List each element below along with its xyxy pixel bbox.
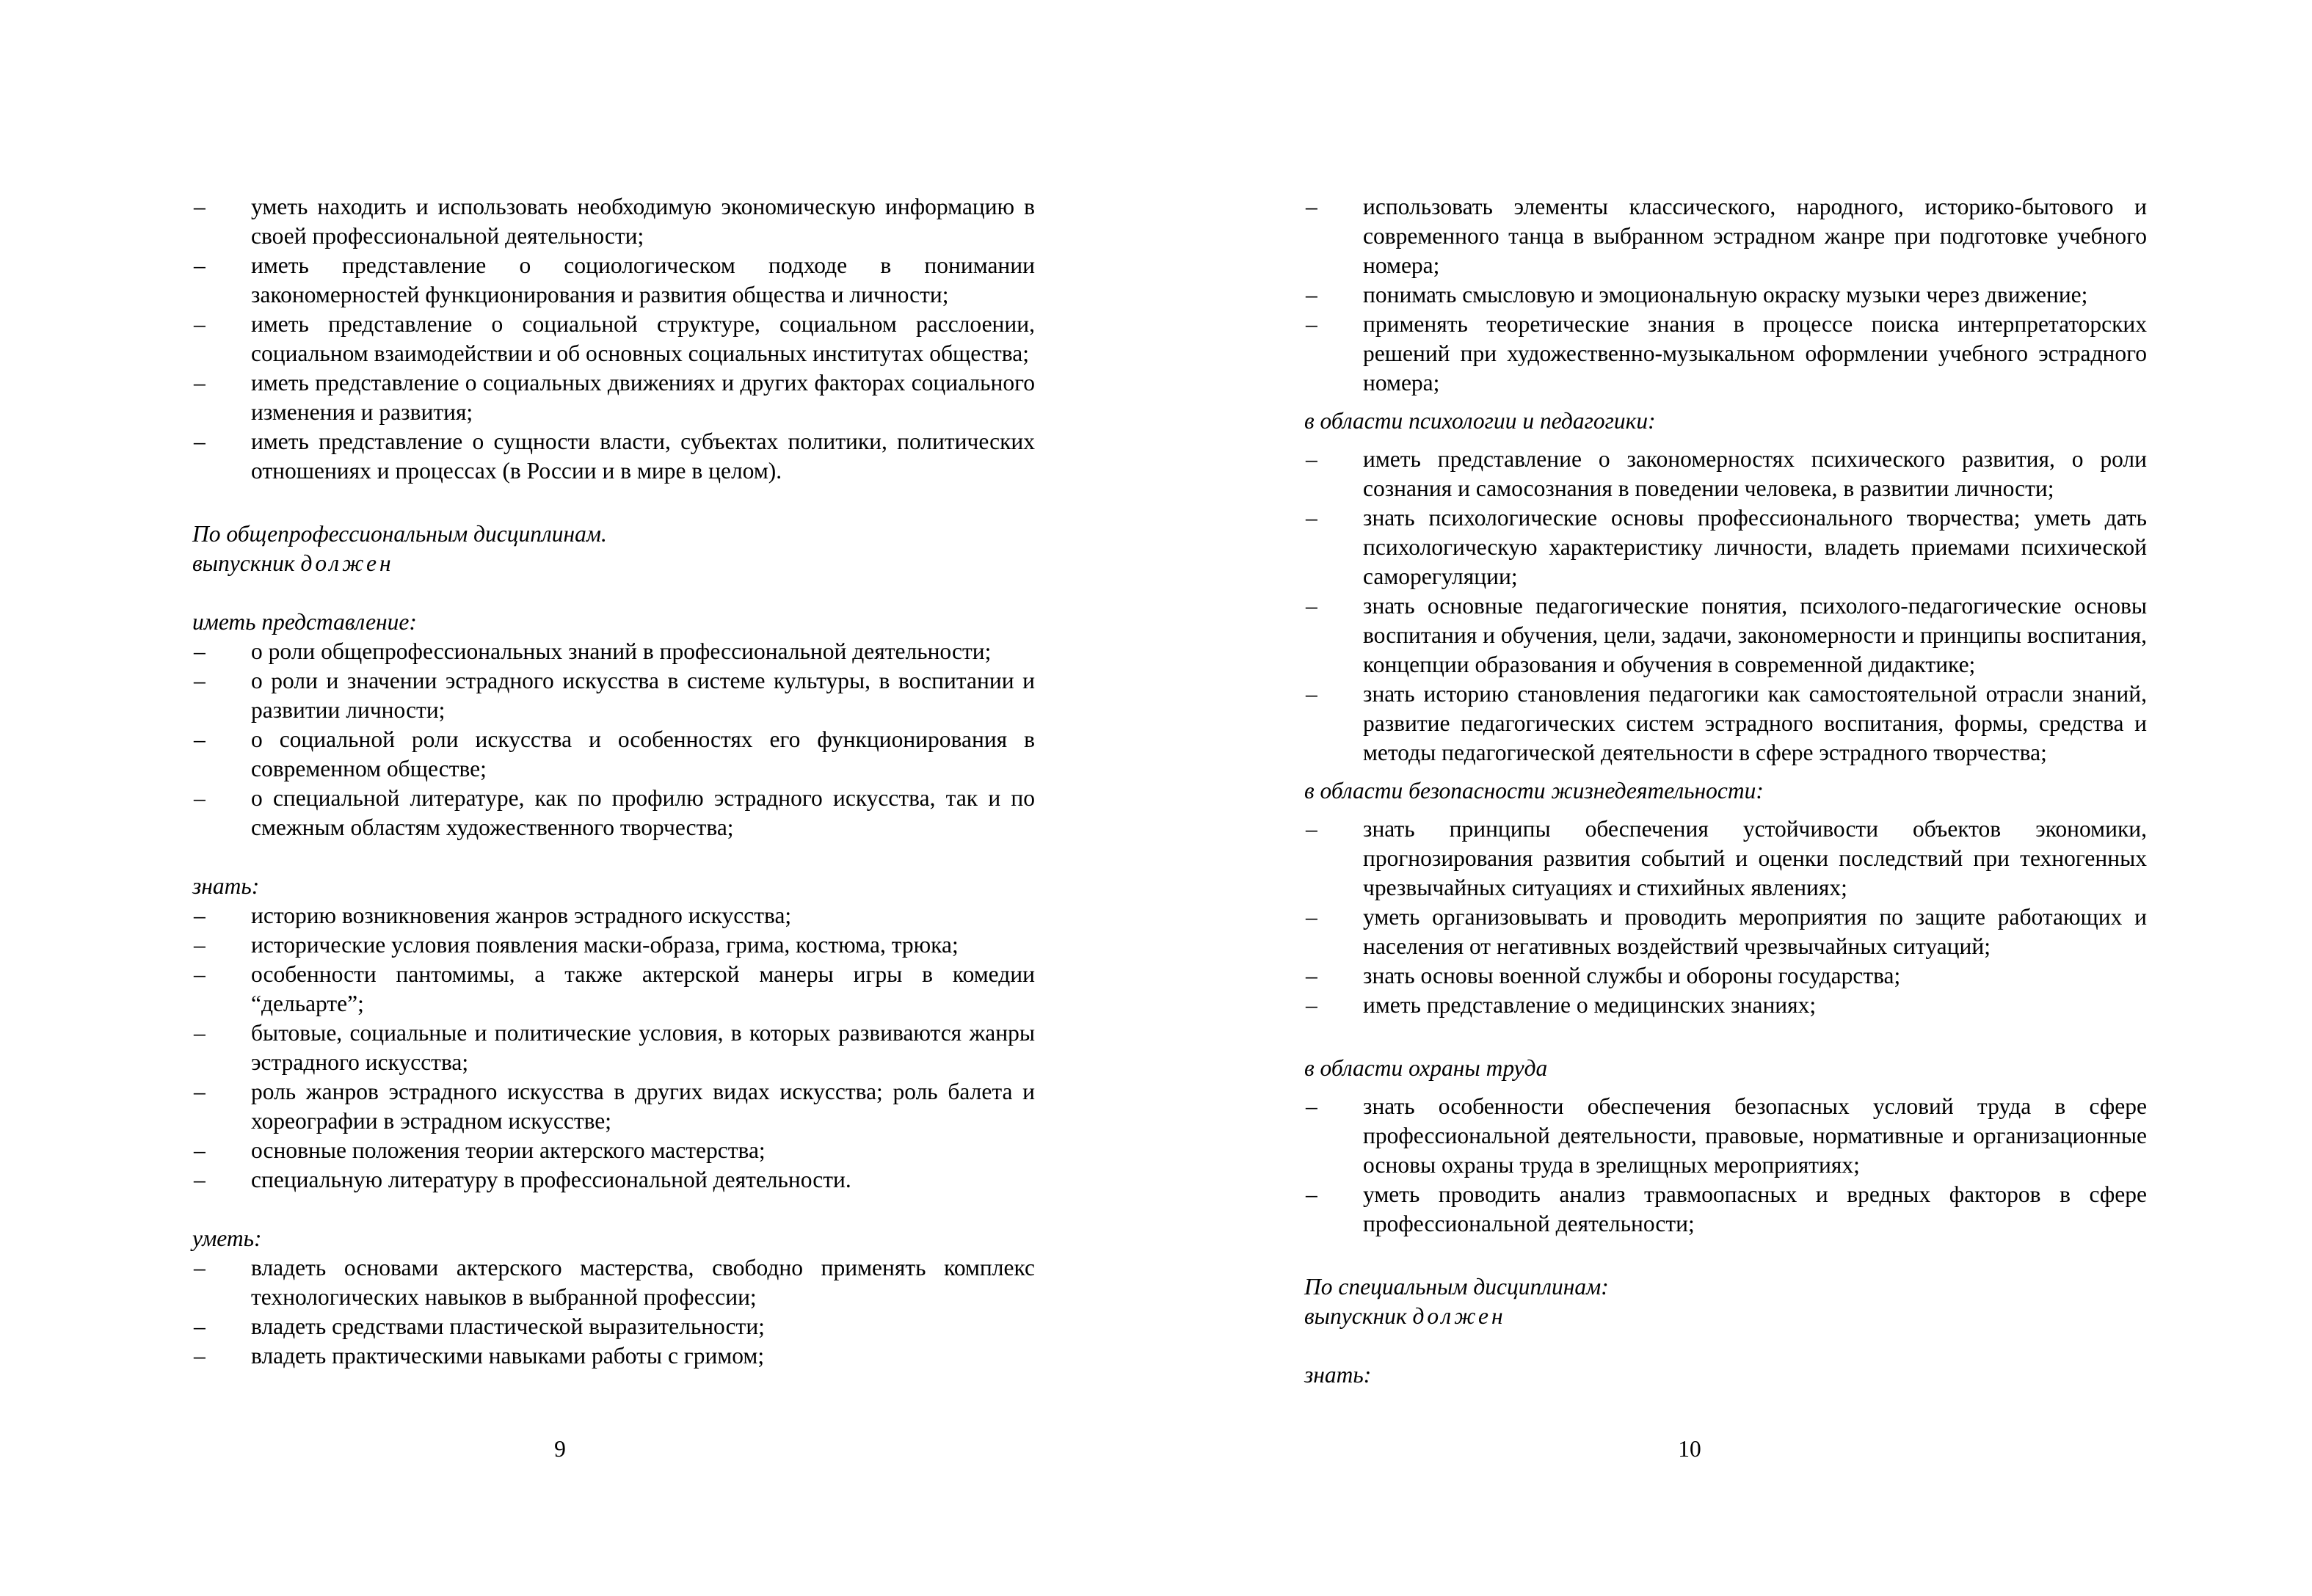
list-item: – уметь проводить анализ травмоопасных и вредных факторов в сфере профессиональной деятельности; xyxy=(1304,1180,2147,1239)
list-item: – знать историю становления педагогики как самостоятельной отрасли знаний, развитие педагогических систем эстрадного воспитания, формы, средства и методы педагогической деятельности в сфере эстрадного творчества; xyxy=(1304,679,2147,768)
page-number: 9 xyxy=(554,1436,566,1462)
represent-heading: иметь представление: xyxy=(192,609,417,635)
special-title: По специальным дисциплинам: xyxy=(1304,1274,1609,1300)
left-page-content xyxy=(192,192,1035,1371)
right-page xyxy=(1156,0,2312,1596)
list-item: – о роли и значении эстрадного искусства в системе культуры, в воспитании и развитии личности; xyxy=(192,666,1035,725)
section-subtitle-spaced: должен xyxy=(300,550,394,576)
psych-heading: в области психологии и педагогики: xyxy=(1304,408,1656,434)
list-item: – о специальной литературе, как по профилю эстрадного искусства, так и по смежным областям художественного творчества; xyxy=(192,784,1035,842)
list-item: – владеть практическими навыками работы с гримом; xyxy=(192,1341,1035,1371)
list-item: – иметь представление о сущности власти, субъектах политики, политических отношениях и процессах (в России и в мире в целом). xyxy=(192,427,1035,486)
list-item: – иметь представление о социальной структуре, социальном расслоении, социальном взаимодействии и об основных социальных институтах общества; xyxy=(192,310,1035,368)
right-page-content xyxy=(1304,192,2147,1390)
safety-list xyxy=(1304,815,2147,1020)
know-list xyxy=(192,901,1035,1195)
list-item: – владеть основами актерского мастерства, свободно применять комплекс технологических навыков в выбранной профессии; xyxy=(192,1253,1035,1312)
list-item: – знать принципы обеспечения устойчивости объектов экономики, прогнозирования развития событий и оценки последствий при техногенных чрезвычайных ситуациях и стихийных явлениях; xyxy=(1304,815,2147,903)
list-item: – о социальной роли искусства и особенностях его функционирования в современном обществе; xyxy=(192,725,1035,784)
list-item: – основные положения теории актерского мастерства; xyxy=(192,1136,1035,1165)
special-subtitle-spaced: должен xyxy=(1412,1303,1506,1329)
list-item: – роль жанров эстрадного искусства в других видах искусства; роль балета и хореографии в эстрадном искусстве; xyxy=(192,1077,1035,1136)
left-top-list xyxy=(192,192,1035,486)
list-item: – иметь представление о социальных движениях и других факторах социального изменения и развития; xyxy=(192,368,1035,427)
list-item: – бытовые, социальные и политические условия, в которых развиваются жанры эстрадного искусства; xyxy=(192,1019,1035,1077)
safety-heading: в области безопасности жизнедеятельности: xyxy=(1304,778,1764,804)
list-item: – владеть средствами пластической выразительности; xyxy=(192,1312,1035,1341)
right-top-list xyxy=(1304,192,2147,398)
can-list xyxy=(192,1253,1035,1371)
list-item: – специальную литературу в профессиональной деятельности. xyxy=(192,1165,1035,1195)
list-item: – особенности пантомимы, а также актерской манеры игры в комедии “дельарте”; xyxy=(192,960,1035,1019)
page-number: 10 xyxy=(1678,1436,1701,1462)
list-item: – иметь представление о социологическом подходе в понимании закономерностей функционирования и развития общества и личности; xyxy=(192,251,1035,310)
list-item: – знать основные педагогические понятия, психолого-педагогические основы воспитания и обучения, цели, задачи, закономерности и принципы воспитания, концепции образования и обучения в современной дидактике; xyxy=(1304,591,2147,679)
list-item: – использовать элементы классического, народного, историко-бытового и современного танца в выбранном эстрадном жанре при подготовке учебного номера; xyxy=(1304,192,2147,280)
list-item: – иметь представление о закономерностях психического развития, о роли сознания и самосознания в поведении человека, в развитии личности; xyxy=(1304,445,2147,503)
list-item: – знать основы военной службы и обороны государства; xyxy=(1304,961,2147,991)
list-item: – знать психологические основы профессионального творчества; уметь дать психологическую характеристику личности, владеть приемами психической саморегуляции; xyxy=(1304,503,2147,591)
can-heading: уметь: xyxy=(192,1225,262,1251)
special-subtitle-prefix: выпускник xyxy=(1304,1303,1413,1329)
section-subtitle-prefix: выпускник xyxy=(192,550,301,576)
list-item: – историю возникновения жанров эстрадного искусства; xyxy=(192,901,1035,930)
list-item: – понимать смысловую и эмоциональную окраску музыки через движение; xyxy=(1304,280,2147,310)
list-item: – знать особенности обеспечения безопасных условий труда в сфере профессиональной деятельности, правовые, нормативные и организационные основы охраны труда в зрелищных мероприятиях; xyxy=(1304,1092,2147,1180)
psych-list xyxy=(1304,445,2147,768)
section-subtitle xyxy=(192,549,1035,578)
special-know-heading: знать: xyxy=(1304,1362,1372,1388)
labor-list xyxy=(1304,1092,2147,1239)
list-item: – применять теоретические знания в процессе поиска интерпретаторских решений при художественно-музыкальном оформлении учебного эстрадного номера; xyxy=(1304,310,2147,398)
list-item: – иметь представление о медицинских знаниях; xyxy=(1304,991,2147,1020)
special-subtitle xyxy=(1304,1302,2147,1331)
list-item: – о роли общепрофессиональных знаний в профессиональной деятельности; xyxy=(192,637,1035,666)
labor-heading: в области охраны труда xyxy=(1304,1055,1548,1081)
know-heading: знать: xyxy=(192,873,260,899)
list-item: – исторические условия появления маски-образа, грима, костюма, трюка; xyxy=(192,930,1035,960)
list-item: – уметь находить и использовать необходимую экономическую информацию в своей профессиональной деятельности; xyxy=(192,192,1035,251)
represent-list xyxy=(192,637,1035,842)
list-item: – уметь организовывать и проводить мероприятия по защите работающих и населения от негативных воздействий чрезвычайных ситуаций; xyxy=(1304,903,2147,961)
section-title: По общепрофессиональным дисциплинам. xyxy=(192,521,607,547)
